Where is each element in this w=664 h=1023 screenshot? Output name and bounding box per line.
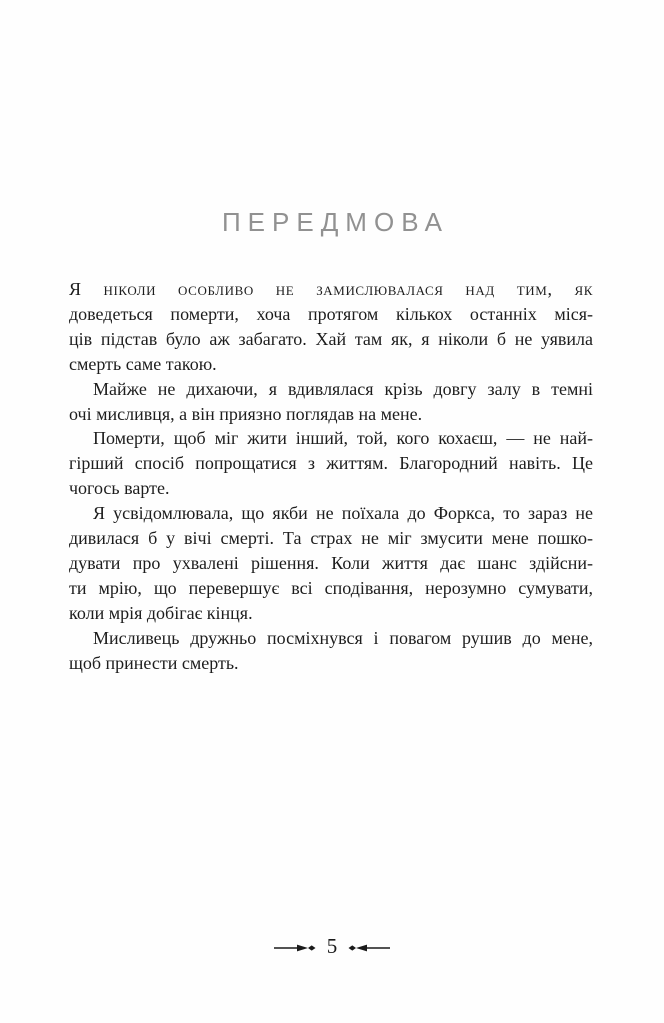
- text-line: ців підстав було аж забагато. Хай там як, я ніколи б не уявила: [69, 328, 593, 349]
- text-line: доведеться померти, хоча протягом кількох останніх міся-: [69, 303, 593, 324]
- text-line: гірший спосіб попрощатися з життям. Благородний навіть. Це: [69, 453, 593, 474]
- text-line: смерть саме такою.: [69, 353, 217, 374]
- paragraph: [69, 426, 593, 501]
- paragraph: [69, 501, 593, 626]
- right-arrow-ornament-icon: [348, 943, 390, 953]
- body-text: [69, 277, 593, 676]
- text-line: дувати про ухвалені рішення. Коли життя дає шанс здійсни-: [69, 552, 593, 573]
- text-line: Майже не дихаючи, я вдивлялася крізь довгу залу в темні: [93, 378, 593, 399]
- text-line: щоб принести смерть.: [69, 652, 239, 673]
- left-arrow-ornament-icon: [274, 943, 316, 953]
- chapter-title: ПЕРЕДМОВА: [221, 207, 450, 237]
- page-footer: [0, 936, 664, 959]
- text-line: Мисливець дружньо посміхнувся і повагом рушив до мене,: [93, 627, 593, 648]
- text-line: Я усвідомлювала, що якби не поїхала до Форкса, то зараз не: [93, 503, 593, 524]
- text-line: дивилася б у вічі смерті. Та страх не міг змусити мене пошко-: [69, 528, 593, 549]
- text-line: очі мисливця, а він приязно поглядав на мене.: [69, 403, 423, 424]
- text-line: коли мрія добігає кінця.: [69, 602, 253, 623]
- text-line: Я ніколи особливо не замислювалася над тим, як: [69, 279, 593, 299]
- text-line: ти мрію, що перевершує всі сподівання, нерозумно сумувати,: [69, 577, 593, 598]
- paragraph: [69, 277, 593, 377]
- paragraph: [69, 377, 593, 427]
- text-line: чогось варте.: [69, 478, 170, 499]
- paragraph: [69, 626, 593, 676]
- text-line: Померти, щоб міг жити інший, той, кого кохаєш, — не най-: [93, 428, 593, 449]
- page-number: 5: [326, 934, 338, 958]
